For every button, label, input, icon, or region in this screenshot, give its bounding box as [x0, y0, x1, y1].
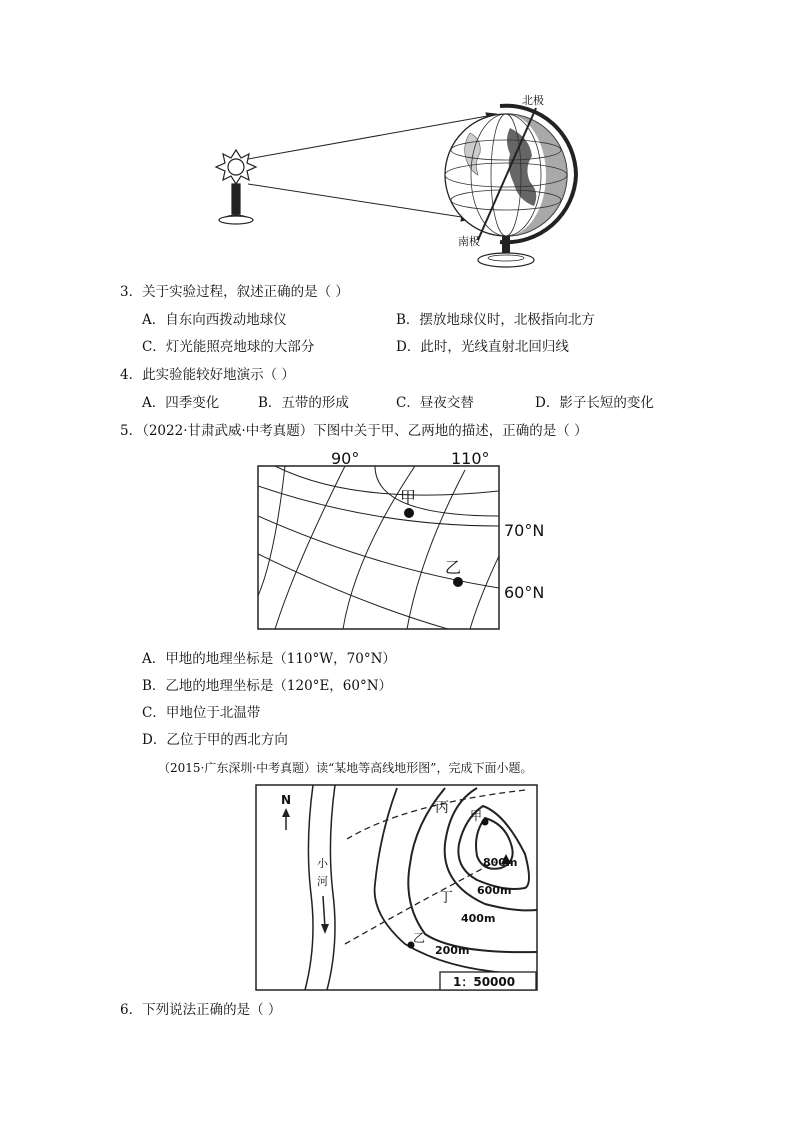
- q5-stem: 5．（2022·甘肃武威·中考真题）下图中关于甲、乙两地的描述，正确的是（ ）: [120, 423, 588, 439]
- q4-option-c[interactable]: C．昼夜交替: [396, 395, 474, 411]
- lat-label-70: 70°N: [504, 521, 545, 540]
- contour-label-800: 800m: [483, 856, 518, 869]
- contour-label-200: 200m: [435, 944, 470, 957]
- north-label: N: [281, 793, 292, 807]
- q3-option-d[interactable]: D．此时，光线直射北回归线: [396, 339, 569, 355]
- lon-label-90: 90°: [331, 449, 360, 468]
- group-intro: （2015·广东深圳·中考真题）读“某地等高线地形图”，完成下面小题。: [158, 761, 533, 775]
- q5-option-d[interactable]: D．乙位于甲的西北方向: [142, 732, 288, 748]
- label-jia: 甲: [470, 809, 483, 823]
- q3-stem: 3．关于实验过程，叙述正确的是（ ）: [120, 284, 349, 300]
- q4-stem: 4．此实验能较好地演示（ ）: [120, 367, 295, 383]
- river-label-2: 河: [317, 875, 328, 888]
- q6-stem: 6．下列说法正确的是（ ）: [120, 1002, 282, 1018]
- label-yi: 乙: [445, 558, 462, 577]
- figure-graticule: [255, 446, 555, 632]
- label-jia: 甲: [400, 488, 417, 507]
- north-pole-label: 北极: [522, 94, 544, 107]
- q5-option-c[interactable]: C．甲地位于北温带: [142, 705, 261, 721]
- label-ding: 丁: [439, 890, 453, 906]
- point-jia: [404, 508, 414, 518]
- contour-label-600: 600m: [477, 884, 512, 897]
- contour-label-400: 400m: [461, 912, 496, 925]
- point-jia: [482, 819, 489, 826]
- q5-option-a[interactable]: A．甲地的地理坐标是（110°W，70°N）: [142, 651, 396, 667]
- river-label-1: 小: [317, 857, 328, 870]
- figure-contour-map: [255, 784, 540, 994]
- figure-lamp-globe: [200, 88, 600, 278]
- label-bing: 丙: [435, 800, 449, 816]
- sun-lamp-icon: [216, 150, 256, 224]
- south-pole-label: 南极: [458, 235, 480, 248]
- q4-option-a[interactable]: A．四季变化: [142, 395, 220, 411]
- lon-label-110: 110°: [451, 449, 490, 468]
- point-yi: [453, 577, 463, 587]
- q4-option-b[interactable]: B．五带的形成: [258, 395, 349, 411]
- q5-option-b[interactable]: B．乙地的地理坐标是（120°E，60°N）: [142, 678, 393, 694]
- q3-option-b[interactable]: B．摆放地球仪时，北极指向北方: [396, 312, 595, 328]
- scale-label: 1：50000: [453, 975, 516, 989]
- q3-option-c[interactable]: C．灯光能照亮地球的大部分: [142, 339, 315, 355]
- label-yi: 乙: [413, 931, 426, 945]
- q3-option-a[interactable]: A．自东向西拨动地球仪: [142, 312, 287, 328]
- lat-label-60: 60°N: [504, 583, 545, 602]
- q4-option-d[interactable]: D．影子长短的变化: [535, 395, 654, 411]
